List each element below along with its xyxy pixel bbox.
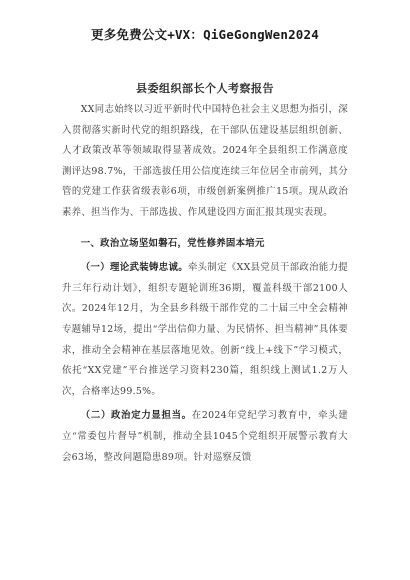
intro-paragraph: XX同志始终以习近平新时代中国特色社会主义思想为指引，深入贯彻落实新时代党的组织路线，在干部队伍建设基层组织创新、人才政策改革等领域取得显著成效。2024年全县组织工作满意度测评达98.7%，干部选拔任用公信度连续三年位居全市前列，其分管的党建工作获省级表彰6项，市级创新案例推广15项。现从政治素养、担当作为、干部选拔、作风建设四方面汇报其现实表现。 [62,104,348,218]
document-title: 县委组织部长个人考察报告 [136,82,274,95]
subsection-text: 在2024年党纪学习教育中，牵头建立“常委包片督导”机制，推动全县1045个党组织开展警示教育大会63场，整改问题隐患89项。针对巡察反馈 [62,410,348,463]
promo-banner: 更多免费公文+VX：QiGeGongWen2024 [91,27,319,42]
subsection-label: （二）政治定力显担当。 [80,410,192,422]
subsection-text: 牵头制定《XX县党员干部政治能力提升三年行动计划》，组织专题轮训班36期，覆盖科级干部2100人次。2024年12月，为全县乡科级干部作党的二十届三中全会精神专题辅导12场，提出“学出信仰力量、为民情怀、担当精神”具体要求，推动全会精神在基层落地见效。创新“线上+线下”学习模式，依托“XX党建”平台推送学习资料230篇，组织线上测试1.2万人次，合格率达99.5%。 [62,262,348,397]
section-heading: 一、政治立场坚如磐石，党性修养固本培元 [80,237,265,249]
document-body [62,100,348,468]
subsection-label: （一）理论武装铸忠诚。 [80,262,188,274]
subsection-paragraph-2 [62,406,348,468]
subsection-paragraph-1 [62,258,348,402]
